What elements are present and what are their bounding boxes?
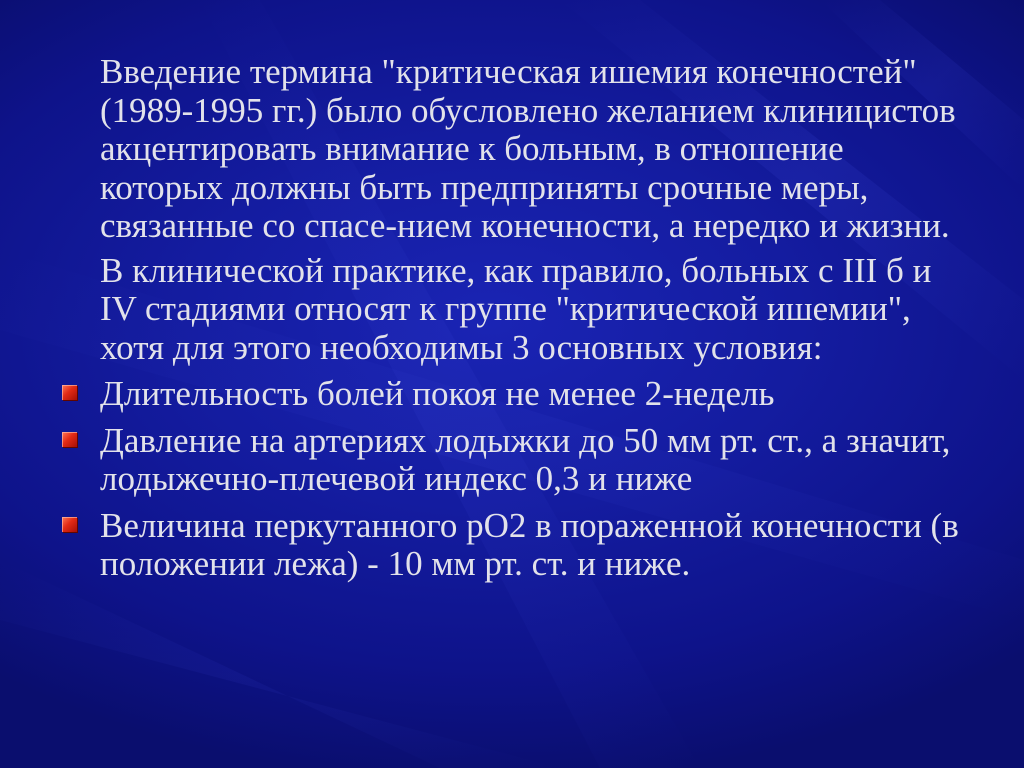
- list-item: [100, 375, 970, 414]
- condition-text: Длительность болей покоя не менее 2-недель: [100, 374, 775, 413]
- intro-paragraph: Введение термина "критическая ишемия конечностей" (1989-1995 гг.) было обусловлено желанием клиницистов акцентировать внимание к больным, в отношение которых должны быть предприняты срочные меры, связанные со спасе-нием конечности, а нередко и жизни.: [100, 52, 956, 245]
- slide-content: [100, 53, 970, 592]
- condition-text: Величина перкутанного рО2 в пораженной конечности (в положении лежа) - 10 мм рт. ст. и ниже.: [100, 505, 959, 583]
- list-item: [100, 422, 970, 499]
- red-square-bullet-icon: [62, 432, 77, 447]
- conditions-list: [100, 375, 970, 584]
- practice-paragraph: В клинической практике, как правило, больных с III б и IV стадиями относят к группе "критической ишемии", хотя для этого необходимы 3 основных условия:: [100, 250, 932, 367]
- red-square-bullet-icon: [62, 517, 77, 532]
- condition-text: Давление на артериях лодыжки до 50 мм рт. ст., а значит, лодыжечно-плечевой индекс 0,3 и ниже: [100, 420, 951, 498]
- red-square-bullet-icon: [62, 385, 77, 400]
- list-item: [100, 507, 970, 584]
